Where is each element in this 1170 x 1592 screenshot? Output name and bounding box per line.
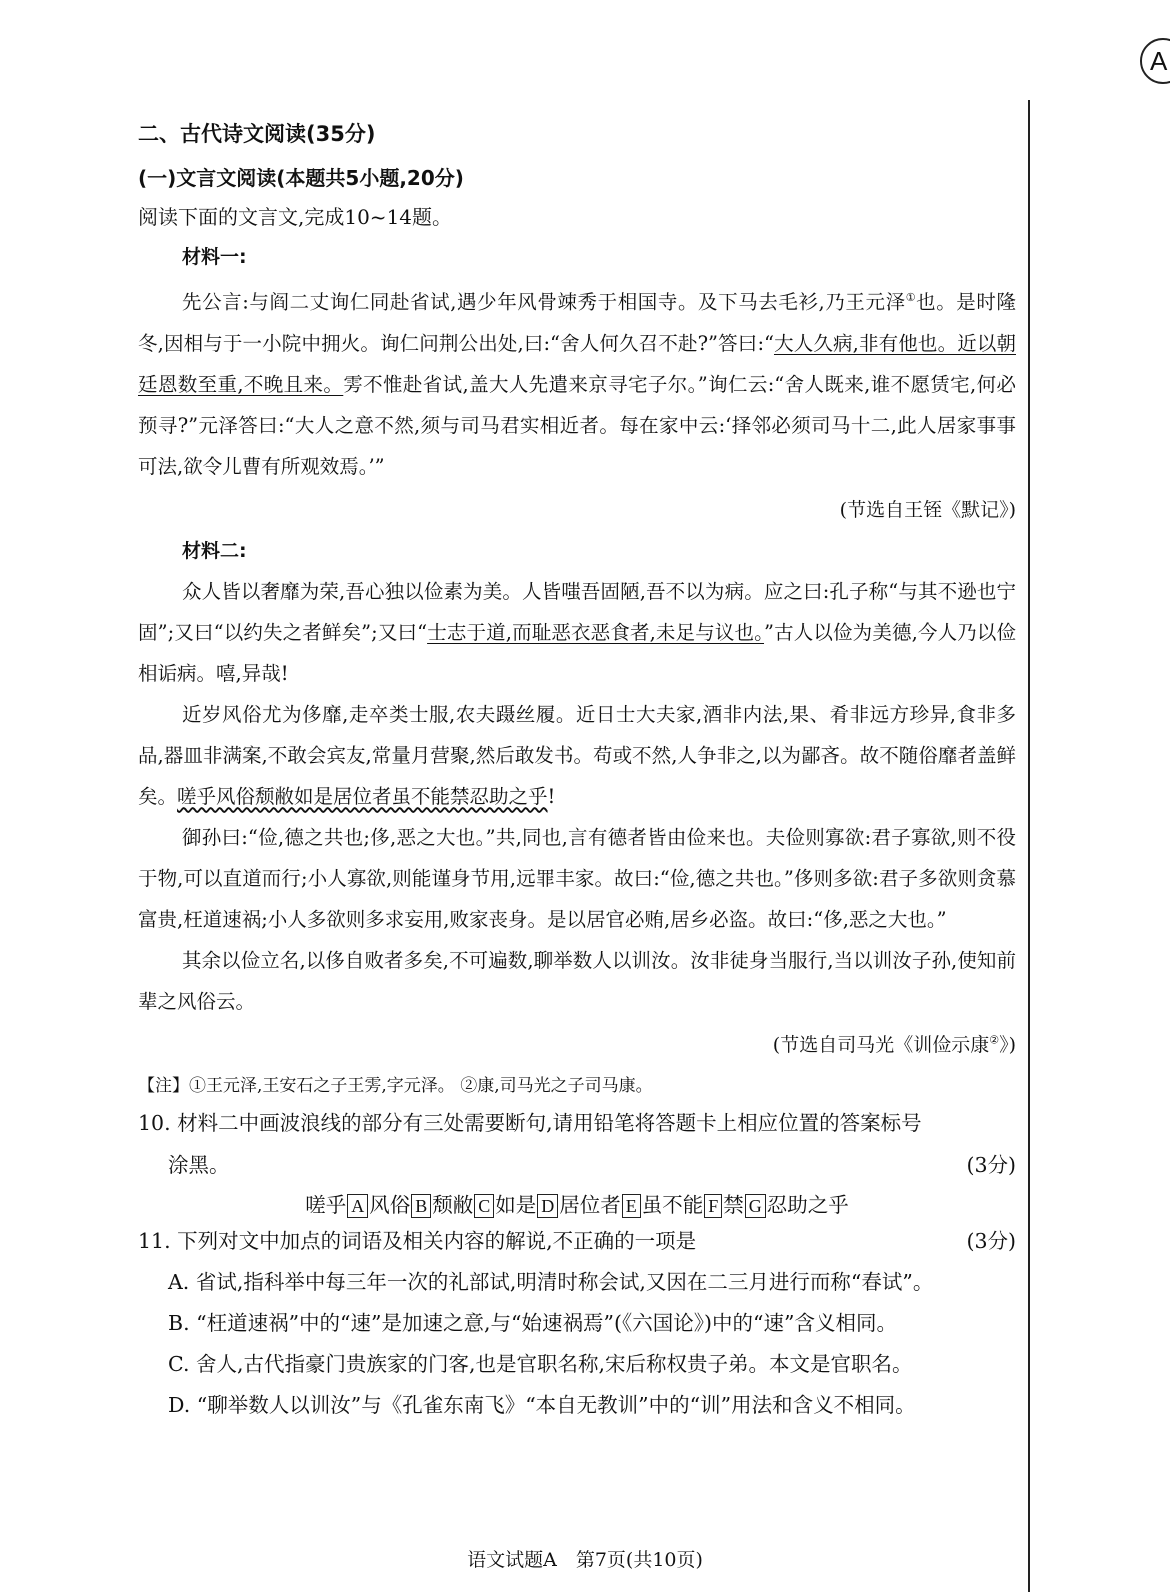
question-points: (3分) xyxy=(966,1228,1016,1253)
text-run: ! xyxy=(547,784,556,808)
segment: 居位者 xyxy=(559,1192,621,1217)
text-run: 众人皆以奢靡为荣,吾心独以俭素为美。人皆嗤吾固陋,吾不以为病。应之曰:孔子称“与其不逊也宁固”;又曰“以约失之者鲜矣”;又曰“ xyxy=(138,579,1016,644)
choice-d: D. “聊举数人以训汝”与《孔雀东南飞》“本自无教训”中的“训”用法和含义不相同。 xyxy=(168,1392,916,1417)
segment: 风俗 xyxy=(369,1192,411,1217)
material-2-para-1 xyxy=(138,571,1016,694)
segmentation-options xyxy=(138,1188,1016,1218)
segment: 嗟乎 xyxy=(305,1192,347,1217)
text-run: 》) xyxy=(999,1033,1016,1056)
answer-box: C xyxy=(474,1194,494,1218)
question-text: 10. 材料二中画波浪线的部分有三处需要断句,请用铅笔将答题卡上相应位置的答案标号 xyxy=(138,1110,922,1135)
question-10 xyxy=(138,1102,1016,1144)
segment: 如是 xyxy=(495,1192,537,1217)
question-11 xyxy=(138,1220,1016,1262)
answer-box: B xyxy=(411,1194,431,1218)
version-letter: A xyxy=(1140,38,1170,84)
annotation-note: 【注】①王元泽,王安石之子王雱,字元泽。 ②康,司马光之子司马康。 xyxy=(138,1075,653,1096)
answer-box: E xyxy=(622,1194,641,1218)
text-run: 先公言:与阎二丈询仁同赴省试,遇少年风骨竦秀于相国寺。及下马去毛衫,乃王元泽 xyxy=(182,290,906,314)
binding-line xyxy=(1028,100,1030,1592)
material-1-text xyxy=(138,277,1016,487)
choice-c: C. 舍人,古代指豪门贵族家的门客,也是官职名称,宋后称权贵子弟。本文是官职名。 xyxy=(168,1351,913,1376)
text-run: 雱不惟赴省试,盖大人先遣来京寻宅子尔。”询仁云:“舍人既来,谁不愿赁宅,何必预寻?”元泽答曰:“大人之意不然,须与司马君实相近者。每在家中云:‘择邻必须司马十二,此人居家事事可法,欲令儿曹有所观效焉。’” xyxy=(138,372,1016,478)
page-version-marker xyxy=(1136,38,1170,92)
text-run: 近岁风俗尤为侈靡,走卒类士服,农夫蹑丝履。近日士大夫家,酒非内法,果、肴非远方珍异,食非多品,器皿非满案,不敢会宾友,常量月营聚,然后敢发书。苟或不然,人争非之,以为鄙吝。故不随俗靡者盖鲜矣。 xyxy=(138,702,1016,808)
text-run: 也。是时隆冬,因相与于一小院中拥火。询仁问荆公出处,曰:“舍人何久召不赴?”答曰:“ xyxy=(138,290,1016,355)
question-text: 11. 下列对文中加点的词语及相关内容的解说,不正确的一项是 xyxy=(138,1228,697,1253)
segment: 忍助之乎 xyxy=(766,1192,849,1217)
section-title: 二、古代诗文阅读(35分) xyxy=(138,122,376,146)
material-1-title: 材料一: xyxy=(182,246,247,268)
question-points: (3分) xyxy=(966,1152,1016,1177)
answer-box: A xyxy=(347,1194,368,1218)
exam-content xyxy=(138,118,1016,1426)
underlined-sentence: 大人久病,非有他也。近以朝廷恩数至重,不晚且来。 xyxy=(138,331,1016,396)
question-10-cont xyxy=(138,1144,1016,1186)
question-text: 涂黑。 xyxy=(168,1152,230,1177)
answer-box: F xyxy=(704,1194,722,1218)
underlined-sentence: 士志于道,而耻恶衣恶食者,未足与议也。 xyxy=(427,620,765,644)
choice-b: B. “枉道速祸”中的“速”是加速之意,与“始速祸焉”(《六国论》)中的“速”含义相同。 xyxy=(168,1310,897,1335)
sub-section-title: (一)文言文阅读(本题共5小题,20分) xyxy=(138,166,464,190)
text-run: ”古人以俭为美德,今人乃以俭相诟病。嘻,异哉! xyxy=(138,620,1016,685)
segment: 颓敝 xyxy=(432,1192,474,1217)
page-footer: 语文试题A 第7页(共10页) xyxy=(467,1549,703,1571)
text-run: (节选自司马光《训俭示康 xyxy=(772,1033,990,1056)
material-2-para-3: 御孙曰:“俭,德之共也;侈,恶之大也。”共,同也,言有德者皆由俭来也。夫俭则寡欲:君子寡欲,则不役于物,可以直道而行;小人寡欲,则能谨身节用,远罪丰家。故曰:“俭,德之共也。”侈则多欲:君子多欲则贪慕富贵,枉道速祸;小人多欲则多求妄用,败家丧身。是以居官必贿,居乡必盗。故曰:“侈,恶之大也。” xyxy=(138,825,1016,931)
segment: 虽不能 xyxy=(641,1192,704,1217)
choice-a: A. 省试,指科举中每三年一次的礼部试,明清时称会试,又因在二三月进行而称“春试”。 xyxy=(168,1269,934,1294)
material-2-para-2 xyxy=(138,694,1016,817)
footnote-ref-1: ① xyxy=(905,291,917,304)
footnote-ref-2: ② xyxy=(989,1033,1000,1047)
material-2-title: 材料二: xyxy=(182,539,247,562)
instructions: 阅读下面的文言文,完成10~14题。 xyxy=(138,205,453,229)
material-2-para-4: 其余以俭立名,以侈自败者多矣,不可遍数,聊举数人以训汝。汝非徒身当服行,当以训汝子孙,使知前辈之风俗云。 xyxy=(138,948,1016,1013)
answer-box: D xyxy=(537,1194,558,1218)
material-1-source: (节选自王铚《默记》) xyxy=(839,498,1016,521)
material-2-source xyxy=(138,1030,1016,1057)
segment: 禁 xyxy=(723,1192,744,1217)
wavy-underlined-sentence: 嗟乎风俗颓敝如是居位者虽不能禁忍助之乎 xyxy=(177,784,548,808)
answer-box: G xyxy=(745,1194,766,1218)
